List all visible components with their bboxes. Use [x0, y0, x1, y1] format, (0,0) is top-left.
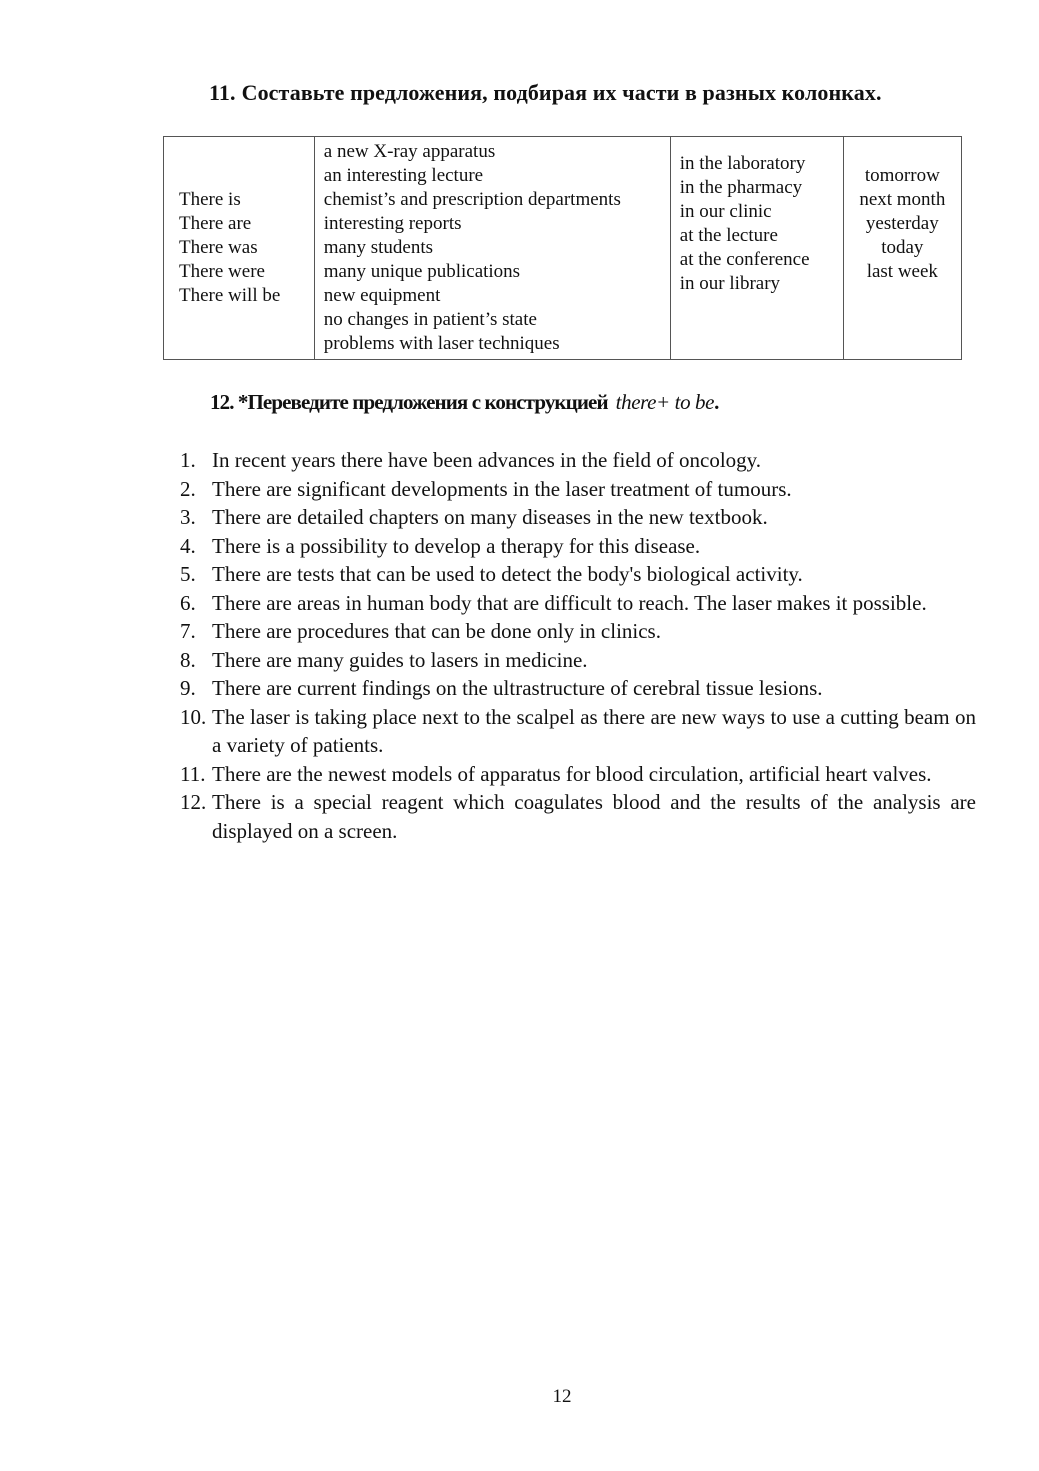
item-number: 2. — [180, 476, 196, 501]
exercise-11-number: 11. — [209, 80, 236, 105]
matching-table — [163, 136, 962, 360]
item-number: 4. — [180, 533, 196, 558]
item-number: 11. — [180, 761, 206, 786]
exercise-11-title: Составьте предложения, подбирая их части в разных колонках. — [241, 80, 882, 105]
exercise-12-heading — [210, 390, 719, 415]
object-item: many students — [323, 237, 434, 258]
list-item — [180, 760, 976, 789]
item-text: The laser is taking place next to the scalpel as there are new ways to use a cutting beam on a variety of patients. — [212, 704, 976, 757]
item-text: In recent years there have been advances in the field of oncology. — [212, 448, 762, 472]
exercise-12-title: 12. *Переведите предложения с конструкцией — [210, 390, 608, 414]
item-number: 5. — [180, 562, 196, 586]
item-number: 8. — [180, 647, 196, 672]
times-column — [843, 137, 961, 360]
place-item: at the lecture — [679, 225, 778, 246]
item-text: There are tests that can be used to detect the body's biological activity. — [212, 562, 803, 586]
item-text: There are detailed chapters on many diseases in the new textbook. — [212, 505, 768, 529]
table-row — [164, 137, 962, 360]
item-number: 7. — [180, 619, 196, 643]
item-text: There are areas in human body that are difficult to reach. The laser makes it possible. — [212, 590, 927, 615]
list-item — [180, 674, 976, 703]
time-item: next month — [859, 189, 946, 210]
object-item: no changes in patient’s state — [323, 309, 537, 330]
objects-column — [314, 137, 670, 360]
item-text: There is a possibility to develop a therapy for this disease. — [212, 533, 701, 558]
list-item — [180, 446, 976, 475]
item-text: There are current findings on the ultrastructure of cerebral tissue lesions. — [212, 676, 823, 700]
item-text: There is a special reagent which coagulates blood and the results of the analysis are displayed on a screen. — [212, 790, 976, 843]
object-item: a new X-ray apparatus — [323, 141, 496, 162]
item-text: There are significant developments in the laser treatment of tumours. — [212, 476, 792, 501]
places-column — [670, 137, 843, 360]
subject-item: There is — [179, 189, 241, 210]
item-number: 1. — [180, 448, 196, 472]
subject-item: There were — [179, 261, 265, 282]
object-item: chemist’s and prescription departments — [323, 189, 621, 210]
list-item — [180, 560, 976, 589]
list-item — [180, 788, 976, 845]
sentence-list — [180, 446, 976, 845]
object-item: an interesting lecture — [323, 165, 484, 186]
page-number: 12 — [552, 1386, 572, 1407]
exercise-12-construction: there+ to be — [615, 390, 715, 414]
time-item: last week — [866, 261, 938, 282]
place-item: at the conference — [679, 249, 810, 270]
item-number: 9. — [180, 676, 196, 700]
subject-item: There will be — [179, 285, 281, 306]
time-item: yesterday — [865, 213, 939, 234]
exercise-12-title-end: . — [714, 390, 720, 414]
object-item: interesting reports — [323, 213, 462, 234]
list-item — [180, 703, 976, 760]
place-item: in the pharmacy — [679, 177, 803, 198]
list-item — [180, 532, 976, 561]
item-number: 10. — [180, 704, 207, 729]
object-item: new equipment — [323, 285, 441, 306]
item-number: 3. — [180, 505, 196, 529]
list-item — [180, 617, 976, 646]
object-item: problems with laser techniques — [323, 333, 560, 354]
object-item: many unique publications — [323, 261, 521, 282]
place-item: in our library — [679, 273, 781, 294]
list-item — [180, 475, 976, 504]
item-number: 6. — [180, 590, 196, 615]
subject-item: There was — [179, 237, 258, 258]
time-item: tomorrow — [864, 165, 940, 186]
item-text: There are the newest models of apparatus for blood circulation, artificial heart valves. — [212, 761, 932, 786]
subjects-column — [164, 137, 315, 360]
item-number: 12. — [180, 790, 207, 814]
place-item: in our clinic — [679, 201, 772, 222]
exercise-11-heading — [209, 80, 882, 106]
list-item — [180, 589, 976, 618]
list-item — [180, 646, 976, 675]
time-item: today — [881, 237, 924, 258]
place-item: in the laboratory — [679, 153, 806, 174]
item-text: There are many guides to lasers in medicine. — [212, 647, 588, 672]
item-text: There are procedures that can be done only in clinics. — [212, 619, 661, 643]
subject-item: There are — [179, 213, 252, 234]
list-item — [180, 503, 976, 532]
